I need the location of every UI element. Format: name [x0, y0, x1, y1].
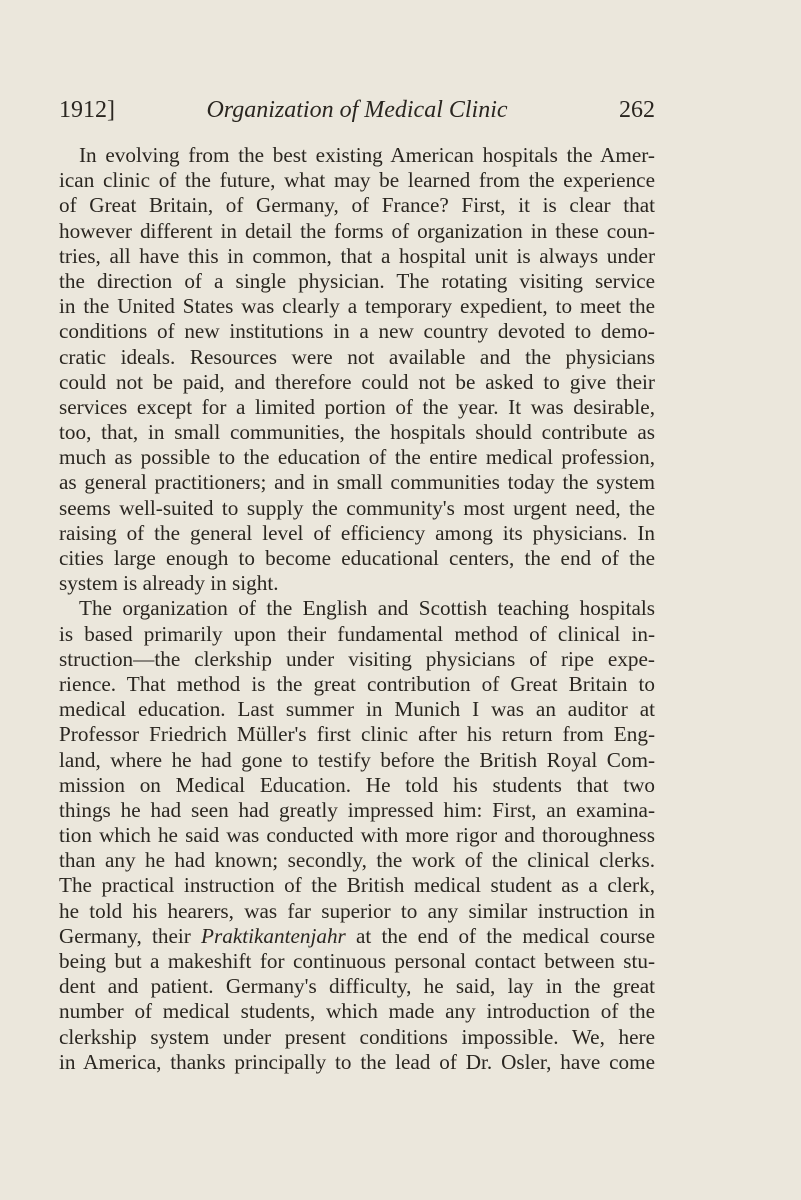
italic-term: Praktikantenjahr [201, 923, 346, 948]
text-line: ican clinic of the future, what may be learned from the experience [59, 168, 655, 193]
text-line: too, that, in small communities, the hospitals should contribute as [59, 420, 655, 445]
text-line: than any he had known; secondly, the work of the clinical clerks. [59, 848, 655, 873]
text-line: dent and patient. Germany's difficulty, he said, lay in the great [59, 974, 655, 999]
text-line: struction—the clerkship under visiting physicians of ripe expe- [59, 646, 655, 671]
text-line: rience. That method is the great contribution of Great Britain to [59, 671, 655, 696]
text-line: raising of the general level of efficiency among its physicians. In [59, 520, 655, 545]
text-line: things he had seen had greatly impressed him: First, an examina- [59, 797, 655, 822]
text-line: In evolving from the best existing American hospitals the Amer- [79, 143, 655, 167]
text-line: in America, thanks principally to the lead of Dr. Osler, have come [59, 1049, 655, 1074]
text-line: medical education. Last summer in Munich I was an auditor at [59, 697, 655, 722]
text-line: tion which he said was conducted with more rigor and thoroughness [59, 823, 655, 848]
text-line: clerkship system under present conditions impossible. We, here [59, 1024, 655, 1049]
header-title: Organization of Medical Clinic [206, 97, 508, 123]
text-line: seems well-suited to supply the community's most urgent need, the [59, 495, 655, 520]
text-line: The practical instruction of the British medical student as a clerk, [59, 873, 655, 898]
text-line: however different in detail the forms of organization in these coun- [59, 218, 655, 243]
body-text [59, 143, 655, 1075]
text-line: cratic ideals. Resources were not available and the physicians [59, 344, 655, 369]
text-line: land, where he had gone to testify before the British Royal Com- [59, 747, 655, 772]
text-line: number of medical students, which made any introduction of the [59, 999, 655, 1024]
header-year: 1912] [59, 97, 115, 123]
text-line: the direction of a single physician. The rotating visiting service [59, 268, 655, 293]
text-line: cities large enough to become educational centers, the end of the [59, 546, 655, 570]
text-line: Germany, their Praktikantenjahr at the end of the medical course [59, 923, 655, 948]
text-line: conditions of new institutions in a new country devoted to demo- [59, 319, 655, 344]
page-number: 262 [619, 97, 655, 123]
text-line: being but a makeshift for continuous personal contact between stu- [59, 949, 655, 973]
text-line: Professor Friedrich Müller's first clinic after his return from Eng- [59, 722, 655, 747]
running-header [59, 93, 655, 127]
text-line: much as possible to the education of the entire medical profession, [59, 445, 655, 470]
text-line: in the United States was clearly a temporary expedient, to meet the [59, 294, 655, 319]
text-line: he told his hearers, was far superior to any similar instruction in [59, 898, 655, 923]
text-line: The organization of the English and Scottish teaching hospitals [79, 596, 655, 621]
text-line: services except for a limited portion of the year. It was desirable, [59, 394, 655, 419]
text-line: system is already in sight. [59, 571, 279, 596]
text-line: mission on Medical Education. He told his students that two [59, 772, 655, 797]
text-line: of Great Britain, of Germany, of France? First, it is clear that [59, 193, 655, 218]
text-line: is based primarily upon their fundamental method of clinical in- [59, 621, 655, 646]
text-line: as general practitioners; and in small communities today the system [59, 470, 655, 495]
text-line: tries, all have this in common, that a hospital unit is always under [59, 243, 655, 268]
text-line: could not be paid, and therefore could not be asked to give their [59, 369, 655, 394]
